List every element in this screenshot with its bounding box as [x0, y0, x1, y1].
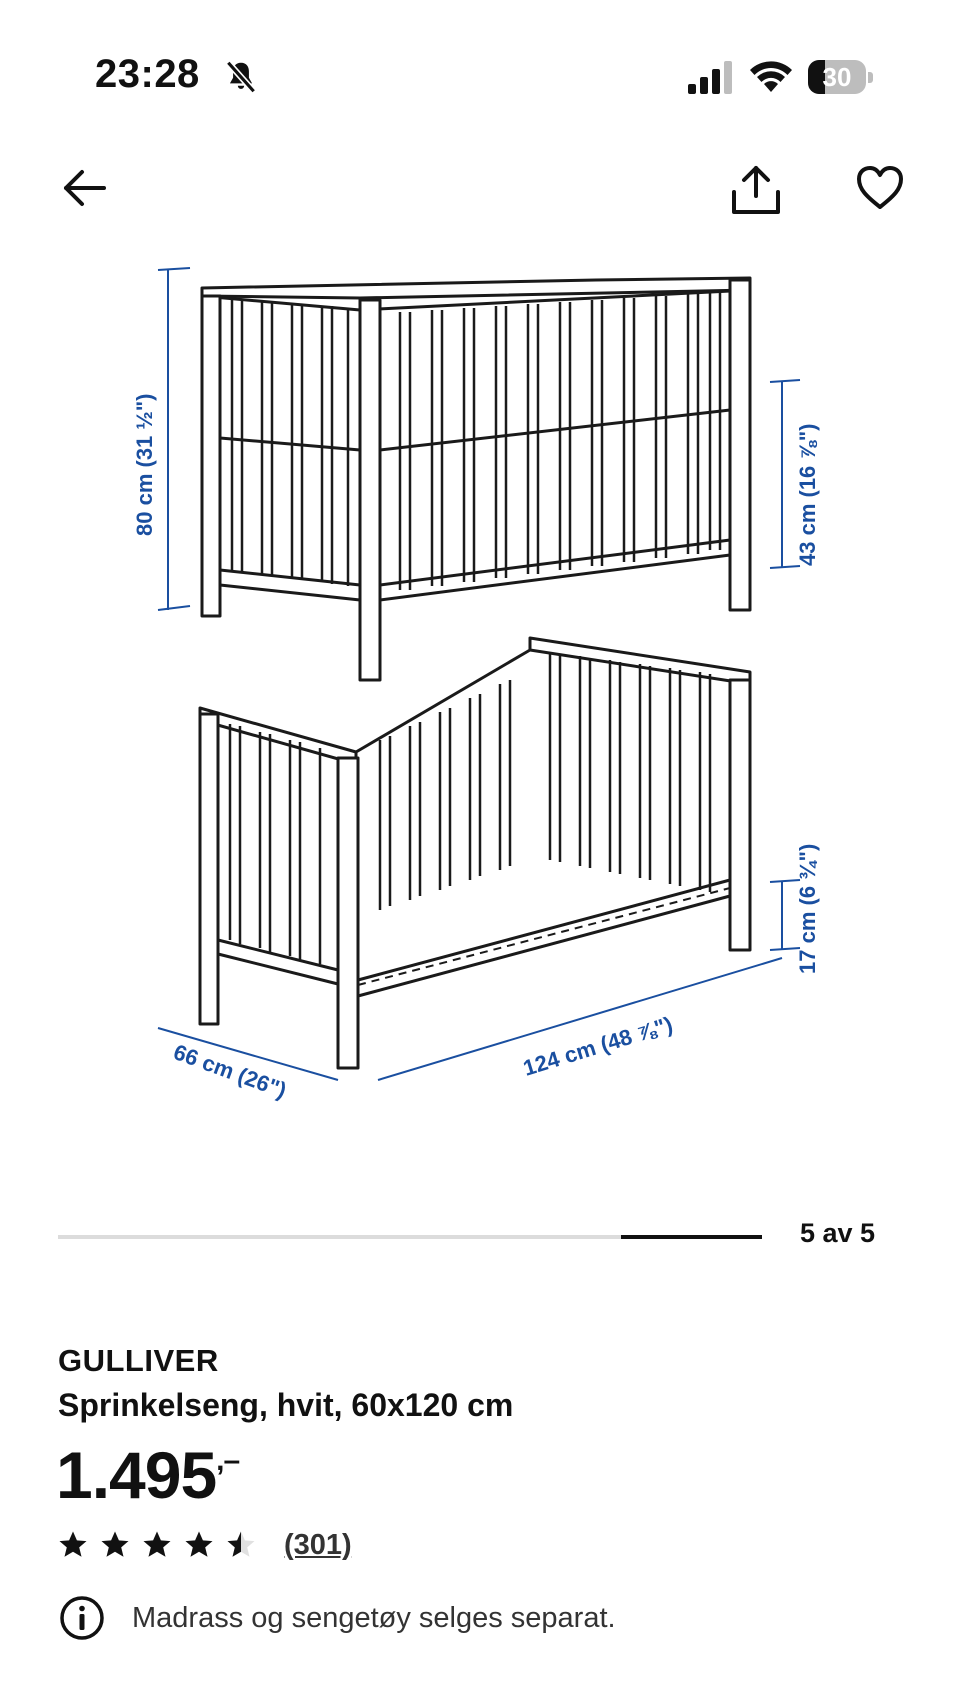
dimension-height-total: 80 cm (31 ½")	[132, 393, 157, 536]
battery-level: 30	[822, 62, 852, 92]
notice-text: Madrass og sengetøy selges separat.	[132, 1601, 616, 1634]
bell-slash-icon	[222, 58, 260, 96]
battery-body	[808, 60, 866, 94]
arrow-left-icon[interactable]	[58, 162, 110, 214]
signal-icon	[686, 60, 736, 94]
star-full-icon	[58, 1530, 88, 1560]
product-description: Sprinkelseng, hvit, 60x120 cm	[58, 1387, 514, 1423]
heart-icon[interactable]	[854, 162, 906, 214]
product-image[interactable]	[110, 240, 870, 1190]
star-full-icon	[100, 1530, 130, 1560]
dimension-width: 66 cm (26")	[170, 1039, 290, 1104]
status-time: 23:28	[95, 52, 200, 96]
dimension-length: 124 cm (48 ⅞")	[520, 1011, 676, 1081]
wifi-icon	[748, 58, 794, 94]
review-count-link[interactable]: (301)	[284, 1528, 352, 1561]
carousel-progress-fill	[621, 1235, 762, 1239]
price-amount: 1.495	[56, 1438, 217, 1512]
product-name: GULLIVER	[58, 1343, 219, 1378]
battery-tip	[868, 72, 873, 83]
product-notice	[58, 1593, 616, 1643]
share-icon[interactable]	[728, 162, 784, 218]
info-icon	[58, 1594, 106, 1642]
status-bar	[0, 0, 960, 150]
product-price	[56, 1437, 239, 1513]
battery-indicator	[808, 60, 874, 94]
dimension-base-height: 17 cm (6 ¾")	[795, 843, 820, 974]
dimension-mattress-height: 43 cm (16 ⅞")	[795, 423, 820, 566]
rating-row[interactable]	[58, 1525, 352, 1565]
star-half-icon	[226, 1530, 256, 1560]
carousel-progress-track[interactable]	[58, 1235, 762, 1239]
star-full-icon	[184, 1530, 214, 1560]
crib-dimension-drawing	[110, 240, 870, 1190]
rating-stars	[58, 1530, 268, 1560]
price-suffix: ,–	[216, 1444, 240, 1477]
star-full-icon	[142, 1530, 172, 1560]
carousel-indicator: 5 av 5	[800, 1218, 876, 1248]
